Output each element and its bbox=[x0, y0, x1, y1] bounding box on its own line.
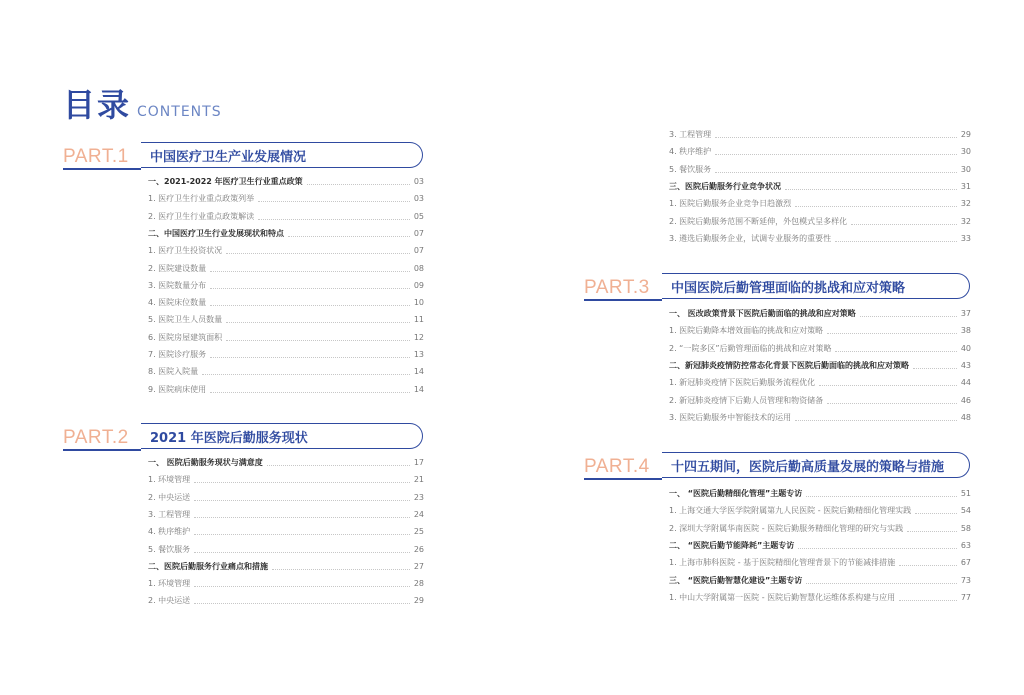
toc-entry-page: 24 bbox=[413, 509, 424, 519]
toc-entry-page: 03 bbox=[413, 177, 424, 186]
toc-entry-text: 1. 上海市肺科医院 - 基于医院精细化管理背景下的节能减排措施 bbox=[669, 558, 896, 568]
dot-leader bbox=[795, 419, 957, 421]
toc-entry[interactable] bbox=[148, 280, 424, 292]
toc-entry-text: 二、 “医院后勤节能降耗”主题专访 bbox=[669, 540, 795, 550]
toc-entry[interactable] bbox=[669, 216, 971, 228]
toc-entry[interactable] bbox=[669, 557, 971, 569]
toc-entry-text: 1. 医疗卫生行业重点政策列举 bbox=[148, 194, 255, 204]
toc-entry-text: 4. 医院床位数量 bbox=[148, 298, 207, 308]
toc-entry-page: 07 bbox=[413, 228, 424, 238]
toc-entry-text: 2. 深圳大学附属华南医院 - 医院后勤服务精细化管理的研究与实践 bbox=[669, 523, 904, 533]
toc-entry-text: 二、医院后勤服务行业痛点和措施 bbox=[148, 561, 268, 571]
toc-entry-text: 2. 新冠肺炎疫情下后勤人员管理和物资储备 bbox=[669, 395, 824, 405]
toc-entry-page: 63 bbox=[960, 540, 971, 550]
toc-entry-text: 2. 医院建设数量 bbox=[148, 263, 207, 273]
dot-leader bbox=[194, 499, 410, 501]
toc-entry-text: 1. 环境管理 bbox=[148, 579, 191, 589]
toc-entry-page: 21 bbox=[413, 475, 424, 485]
part-label: PART.1 bbox=[63, 146, 129, 167]
toc-entry[interactable] bbox=[669, 575, 971, 587]
toc-entry[interactable] bbox=[148, 492, 424, 504]
dot-leader bbox=[798, 547, 957, 549]
toc-entry-page: 25 bbox=[413, 527, 424, 537]
toc-entry[interactable] bbox=[148, 509, 424, 521]
toc-entry[interactable] bbox=[148, 211, 424, 223]
toc-entry-text: 3. 遴选后勤服务企业，试调专业服务的重要性 bbox=[669, 233, 832, 243]
toc-entry[interactable] bbox=[148, 245, 424, 257]
toc-entry[interactable] bbox=[669, 412, 971, 424]
part-underline bbox=[63, 449, 141, 451]
toc-entry-page: 26 bbox=[413, 544, 424, 554]
toc-entry-page: 27 bbox=[413, 561, 424, 571]
toc-entry-page: 03 bbox=[413, 194, 424, 204]
dot-leader bbox=[785, 188, 957, 190]
dot-leader bbox=[835, 240, 957, 242]
dot-leader bbox=[899, 599, 957, 601]
toc-entry-page: 51 bbox=[960, 489, 971, 498]
dot-leader bbox=[819, 384, 957, 386]
part-heading: 十四五期间，医院后勤高质量发展的策略与措施 bbox=[671, 460, 945, 475]
toc-entry[interactable] bbox=[148, 349, 424, 361]
toc-entry-page: 33 bbox=[960, 233, 971, 243]
dot-leader bbox=[194, 481, 410, 483]
toc-entry-page: 28 bbox=[413, 579, 424, 589]
toc-entry[interactable] bbox=[148, 176, 424, 188]
toc-entry-text: 二、新冠肺炎疫情防控常态化背景下医院后勤面临的挑战和应对策略 bbox=[669, 360, 909, 370]
toc-entry[interactable] bbox=[669, 233, 971, 245]
toc-entry[interactable] bbox=[669, 523, 971, 535]
toc-entry-text: 9. 医院病床使用 bbox=[148, 384, 207, 394]
toc-entry[interactable] bbox=[669, 164, 971, 176]
toc-entry-text: 3. 医院后勤服务中智能技术的运用 bbox=[669, 412, 792, 422]
toc-entry-text: 2. “一院多区”后勤管理面临的挑战和应对策略 bbox=[669, 343, 832, 353]
toc-entry-text: 1. 新冠肺炎疫情下医院后勤服务流程优化 bbox=[669, 378, 816, 388]
dot-leader bbox=[226, 252, 410, 254]
toc-entry[interactable] bbox=[148, 457, 424, 469]
toc-entry[interactable] bbox=[148, 595, 424, 607]
toc-entry-text: 3. 医院数量分布 bbox=[148, 280, 207, 290]
dot-leader bbox=[827, 402, 957, 404]
dot-leader bbox=[202, 373, 410, 375]
toc-entry[interactable] bbox=[669, 592, 971, 604]
toc-entry[interactable] bbox=[148, 526, 424, 538]
toc-entry[interactable] bbox=[148, 474, 424, 486]
toc-entry[interactable] bbox=[669, 181, 971, 193]
toc-entry[interactable] bbox=[669, 198, 971, 210]
toc-entry-page: 44 bbox=[960, 378, 971, 388]
toc-entry-text: 一、 医改政策背景下医院后勤面临的挑战和应对策略 bbox=[669, 309, 856, 318]
dot-leader bbox=[715, 171, 957, 173]
toc-entry-page: 29 bbox=[413, 596, 424, 606]
toc-entry-page: 10 bbox=[413, 298, 424, 308]
dot-leader bbox=[194, 533, 410, 535]
toc-entry[interactable] bbox=[148, 228, 424, 240]
part-underline bbox=[584, 478, 662, 480]
toc-entry-page: 11 bbox=[413, 315, 424, 325]
dot-leader bbox=[258, 200, 410, 202]
dot-leader bbox=[194, 551, 410, 553]
toc-entry-text: 5. 医院卫生人员数量 bbox=[148, 315, 223, 325]
dot-leader bbox=[210, 287, 410, 289]
part-label: PART.2 bbox=[63, 427, 129, 448]
toc-entry-text: 4. 秩序维护 bbox=[669, 147, 712, 157]
toc-entry-page: 14 bbox=[413, 367, 424, 377]
title-cn: 目录 bbox=[63, 86, 132, 124]
toc-entry-text: 2. 中央运送 bbox=[148, 492, 191, 502]
dot-leader bbox=[258, 218, 410, 220]
toc-entry-text: 1. 上海交通大学医学院附属第九人民医院 - 医院后勤精细化管理实践 bbox=[669, 506, 912, 516]
toc-entry[interactable] bbox=[148, 561, 424, 573]
dot-leader bbox=[795, 205, 957, 207]
toc-entry[interactable] bbox=[669, 146, 971, 158]
toc-entry-text: 1. 医疗卫生投资状况 bbox=[148, 246, 223, 256]
toc-entry-page: 48 bbox=[960, 412, 971, 422]
toc-entry-page: 23 bbox=[413, 492, 424, 502]
toc-entry[interactable] bbox=[669, 308, 971, 320]
toc-entry-text: 一、 “医院后勤精细化管理”主题专访 bbox=[669, 489, 803, 498]
toc-title bbox=[63, 80, 222, 126]
toc-entry-text: 4. 秩序维护 bbox=[148, 527, 191, 537]
toc-entry-text: 1. 医院后勤降本增效面临的挑战和应对策略 bbox=[669, 326, 824, 336]
toc-entry[interactable] bbox=[669, 129, 971, 141]
dot-leader bbox=[194, 516, 410, 518]
part-underline bbox=[63, 168, 141, 170]
toc-entry-page: 46 bbox=[960, 395, 971, 405]
toc-entry[interactable] bbox=[669, 505, 971, 517]
part-heading: 中国医院后勤管理面临的挑战和应对策略 bbox=[671, 281, 906, 296]
dot-leader bbox=[827, 332, 957, 334]
title-en: CONTENTS bbox=[137, 104, 222, 120]
dot-leader bbox=[272, 568, 410, 570]
dot-leader bbox=[899, 564, 957, 566]
dot-leader bbox=[307, 183, 410, 185]
dot-leader bbox=[907, 530, 957, 532]
toc-entry-text: 3. 工程管理 bbox=[148, 509, 191, 519]
toc-entry-page: 05 bbox=[413, 211, 424, 221]
toc-entry[interactable] bbox=[669, 540, 971, 552]
toc-entry-page: 08 bbox=[413, 263, 424, 273]
toc-entry-page: 77 bbox=[960, 592, 971, 602]
toc-entry-text: 2. 中央运送 bbox=[148, 596, 191, 606]
dot-leader bbox=[210, 304, 410, 306]
toc-entry-page: 31 bbox=[960, 181, 971, 191]
toc-entry-page: 07 bbox=[413, 246, 424, 256]
toc-entry-text: 三、 “医院后勤智慧化建设”主题专访 bbox=[669, 575, 803, 585]
toc-entry[interactable] bbox=[148, 263, 424, 275]
part-heading: 2021 年医院后勤服务现状 bbox=[150, 431, 308, 446]
dot-leader bbox=[226, 339, 410, 341]
dot-leader bbox=[915, 512, 957, 514]
toc-entry[interactable] bbox=[148, 332, 424, 344]
toc-entry-page: 30 bbox=[960, 164, 971, 174]
toc-entry-page: 67 bbox=[960, 558, 971, 568]
toc-entry-page: 14 bbox=[413, 384, 424, 394]
toc-entry-page: 30 bbox=[960, 147, 971, 157]
toc-entry[interactable] bbox=[669, 377, 971, 389]
toc-entry-text: 1. 医院后勤服务企业竞争日趋激烈 bbox=[669, 199, 792, 209]
toc-entry-text: 5. 餐饮服务 bbox=[148, 544, 191, 554]
part-label: PART.3 bbox=[584, 277, 650, 298]
dot-leader bbox=[913, 367, 957, 369]
toc-entry-text: 一、2021-2022 年医疗卫生行业重点政策 bbox=[148, 177, 303, 186]
toc-entry-text: 7. 医院诊疗服务 bbox=[148, 350, 207, 359]
dot-leader bbox=[226, 321, 410, 323]
dot-leader bbox=[851, 223, 957, 225]
toc-entry-page: 12 bbox=[413, 332, 424, 342]
toc-entry-page: 40 bbox=[960, 343, 971, 353]
toc-entry-page: 54 bbox=[960, 506, 971, 516]
toc-entry-text: 1. 环境管理 bbox=[148, 475, 191, 485]
toc-entry[interactable] bbox=[148, 366, 424, 378]
toc-entry[interactable] bbox=[148, 193, 424, 205]
toc-entry[interactable] bbox=[148, 384, 424, 396]
toc-entry-page: 13 bbox=[413, 350, 424, 359]
toc-entry-page: 29 bbox=[960, 130, 971, 139]
toc-entry-page: 32 bbox=[960, 199, 971, 209]
dot-leader bbox=[267, 464, 410, 466]
toc-entry-text: 二、中国医疗卫生行业发展现状和特点 bbox=[148, 228, 284, 238]
dot-leader bbox=[210, 270, 410, 272]
toc-entry-page: 58 bbox=[960, 523, 971, 533]
dot-leader bbox=[194, 585, 410, 587]
toc-entry-text: 三、医院后勤服务行业竞争状况 bbox=[669, 181, 781, 191]
dot-leader bbox=[715, 136, 957, 138]
toc-entry-page: 43 bbox=[960, 360, 971, 370]
toc-entry-text: 3. 工程管理 bbox=[669, 130, 712, 139]
toc-entry-text: 8. 医院入院量 bbox=[148, 367, 199, 377]
toc-entry-text: 1. 中山大学附属第一医院 - 医院后勤智慧化运维体系构建与应用 bbox=[669, 592, 896, 602]
toc-entry-text: 6. 医院房屋建筑面积 bbox=[148, 332, 223, 342]
toc-entry[interactable] bbox=[669, 360, 971, 372]
part-label: PART.4 bbox=[584, 456, 650, 477]
toc-entry-page: 37 bbox=[960, 309, 971, 318]
toc-entry[interactable] bbox=[669, 488, 971, 500]
dot-leader bbox=[860, 315, 957, 317]
toc-entry[interactable] bbox=[148, 544, 424, 556]
dot-leader bbox=[806, 582, 957, 584]
dot-leader bbox=[806, 495, 957, 497]
part-underline bbox=[584, 299, 662, 301]
toc-entry[interactable] bbox=[148, 578, 424, 590]
toc-entry-page: 38 bbox=[960, 326, 971, 336]
toc-entry-text: 5. 餐饮服务 bbox=[669, 164, 712, 174]
part-heading: 中国医疗卫生产业发展情况 bbox=[150, 150, 307, 165]
toc-entry-page: 73 bbox=[960, 575, 971, 585]
dot-leader bbox=[210, 356, 410, 358]
toc-entry-page: 09 bbox=[413, 280, 424, 290]
dot-leader bbox=[210, 391, 410, 393]
toc-entry[interactable] bbox=[669, 325, 971, 337]
toc-entry-text: 一、 医院后勤服务现状与满意度 bbox=[148, 458, 263, 467]
toc-entry[interactable] bbox=[148, 314, 424, 326]
dot-leader bbox=[194, 602, 410, 604]
toc-entry[interactable] bbox=[669, 395, 971, 407]
toc-entry-text: 2. 医院后勤服务范围不断延伸，外包模式呈多样化 bbox=[669, 216, 848, 226]
dot-leader bbox=[288, 235, 410, 237]
toc-entry-page: 32 bbox=[960, 216, 971, 226]
toc-entry[interactable] bbox=[148, 297, 424, 309]
toc-entry[interactable] bbox=[669, 343, 971, 355]
toc-entry-page: 17 bbox=[413, 458, 424, 467]
dot-leader bbox=[715, 153, 957, 155]
dot-leader bbox=[835, 350, 956, 352]
toc-entry-text: 2. 医疗卫生行业重点政策解读 bbox=[148, 211, 255, 221]
